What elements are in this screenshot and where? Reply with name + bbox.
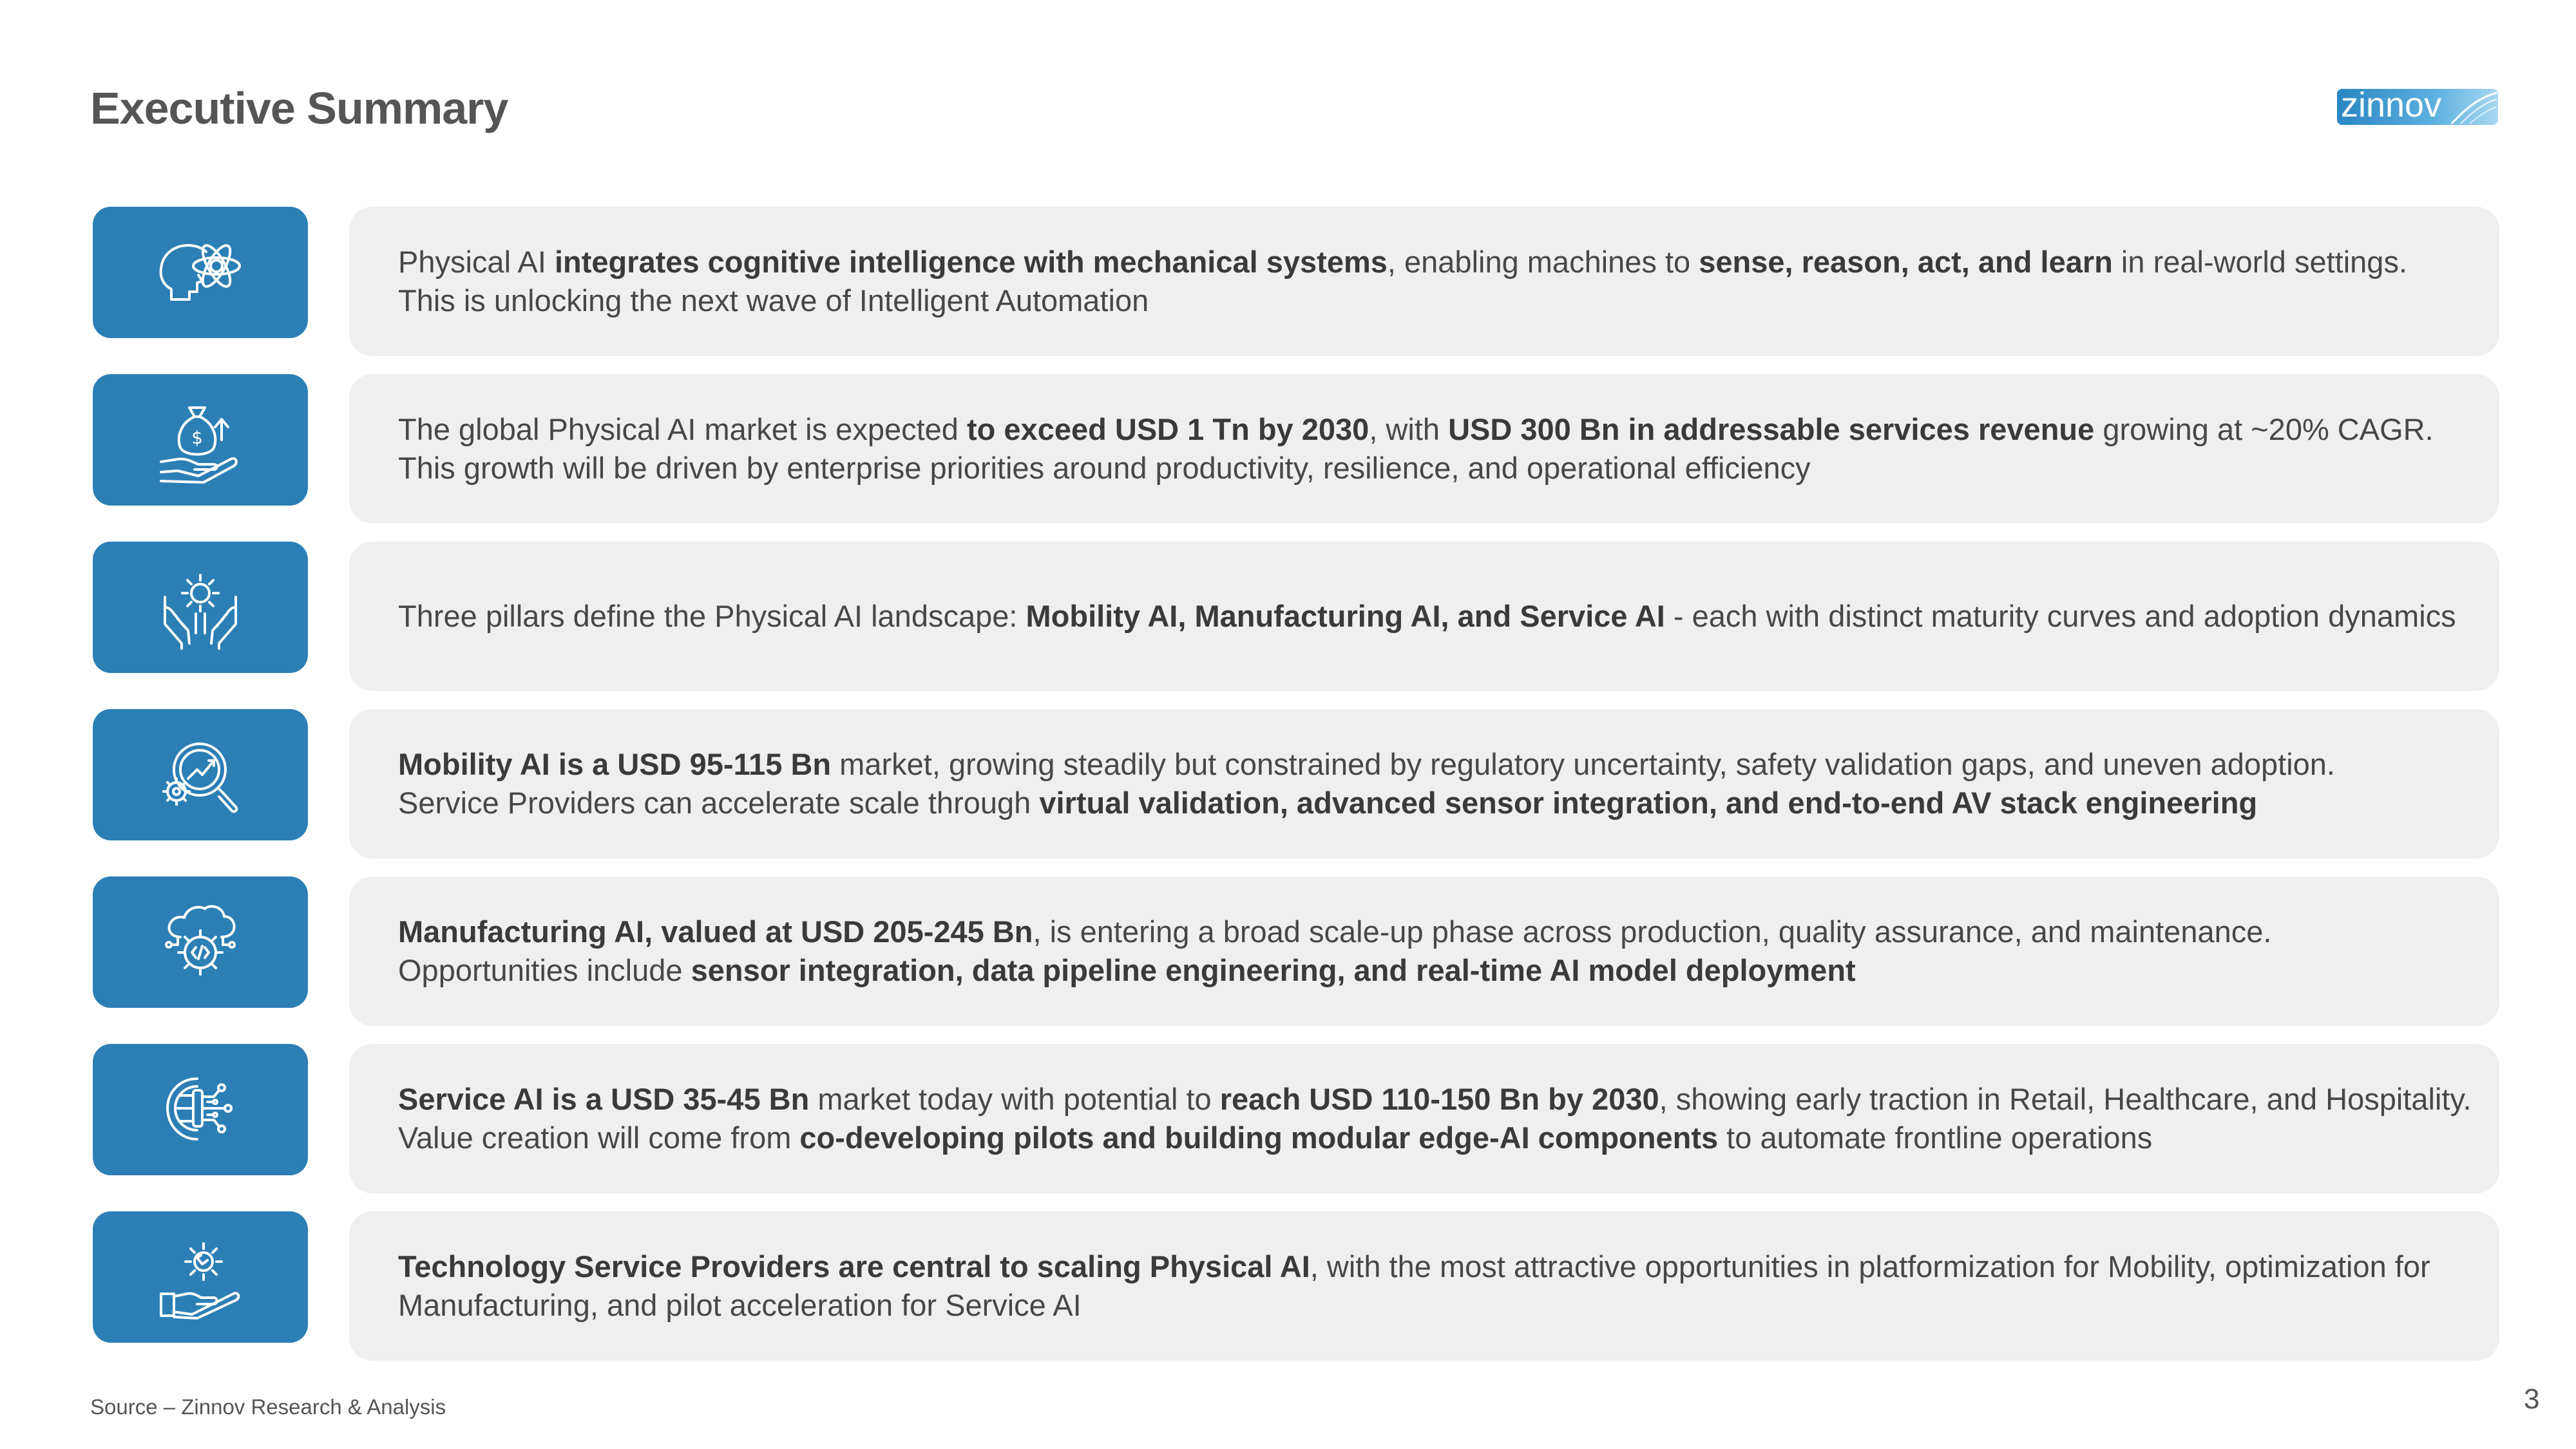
bold-text: sensor integration, data pipeline engineering, and real-time AI model deployment — [691, 953, 1856, 987]
text-segment: Value creation will come from — [398, 1121, 800, 1155]
text-segment: market today with potential to — [809, 1082, 1220, 1116]
summary-text-panel — [349, 207, 2499, 356]
summary-text-panel — [349, 374, 2499, 524]
summary-line — [398, 913, 2499, 951]
summary-line — [398, 449, 2499, 488]
summary-row — [90, 1044, 2499, 1193]
text-segment: , is entering a broad scale-up phase across production, quality assurance, and maintenance. — [1033, 914, 2272, 949]
text-segment: , enabling machines to — [1387, 245, 1699, 279]
text-segment: growing at ~20% CAGR. — [2094, 412, 2434, 446]
bold-text: co-developing pilots and building modular edge-AI components — [799, 1121, 1719, 1155]
summary-row — [90, 207, 2499, 356]
text-segment: Physical AI — [398, 245, 555, 279]
bold-text: Mobility AI, Manufacturing AI, and Service AI — [1026, 599, 1665, 633]
bold-text: sense, reason, act, and learn — [1699, 245, 2113, 279]
summary-line — [398, 1080, 2499, 1119]
summary-text-panel — [349, 1211, 2499, 1361]
summary-text-panel — [349, 542, 2499, 691]
text-segment: Service Providers can accelerate scale through — [398, 786, 1040, 820]
bold-text: Technology Service Providers are central to scaling Physical AI — [398, 1249, 1310, 1283]
summary-line — [398, 1286, 2499, 1325]
summary-line — [398, 951, 2499, 990]
text-segment: to automate frontline operations — [1718, 1121, 2153, 1155]
summary-row — [90, 374, 2499, 524]
text-segment: This growth will be driven by enterprise priorities around productivity, resilience, and operational efficiency — [398, 451, 1811, 485]
summary-line — [398, 784, 2499, 822]
page-title: Executive Summary — [90, 83, 508, 133]
summary-line — [398, 597, 2499, 636]
summary-line — [398, 243, 2499, 281]
brain-atom-icon — [93, 207, 308, 338]
summary-text-panel — [349, 709, 2499, 858]
summary-line — [398, 1119, 2499, 1157]
svg-text:$: $ — [191, 427, 203, 448]
bold-text: integrates cognitive intelligence with mechanical systems — [554, 245, 1388, 279]
cloud-gear-code-icon — [93, 876, 308, 1008]
bold-text: to exceed USD 1 Tn by 2030 — [967, 412, 1369, 446]
bold-text: virtual validation, advanced sensor integration, and end-to-end AV stack engineering — [1039, 786, 2258, 820]
zinnov-logo — [2337, 89, 2498, 125]
summary-line — [398, 410, 2499, 449]
summary-row — [90, 542, 2499, 691]
bold-text: USD 300 Bn in addressable services revenue — [1448, 412, 2095, 446]
robot-hand-circuit-icon — [93, 1044, 308, 1175]
text-segment: The global Physical AI market is expected — [398, 412, 967, 446]
summary-line — [398, 745, 2499, 784]
text-segment: , with — [1369, 412, 1449, 446]
summary-row — [90, 709, 2499, 858]
text-segment: Three pillars define the Physical AI landscape: — [398, 599, 1026, 633]
logo-text: zinnov — [2341, 89, 2442, 124]
text-segment: This is unlocking the next wave of Intelligent Automation — [398, 283, 1149, 317]
summary-line — [398, 281, 2499, 320]
bold-text: Manufacturing AI, valued at USD 205-245 Bn — [398, 914, 1033, 949]
text-segment: Opportunities include — [398, 953, 691, 987]
bold-text: Mobility AI is a USD 95-115 Bn — [398, 747, 832, 781]
text-segment: in real-world settings. — [2112, 245, 2408, 279]
swoosh-icon — [2447, 89, 2498, 125]
text-segment: , with the most attractive opportunities in platformization for Mobility, optimization for — [1310, 1249, 2430, 1283]
hands-gear-icon — [93, 542, 308, 673]
text-segment: , showing early traction in Retail, Healthcare, and Hospitality. — [1659, 1082, 2472, 1116]
text-segment: Manufacturing, and pilot acceleration for Service AI — [398, 1288, 1082, 1322]
summary-row — [90, 876, 2499, 1026]
magnifier-analytics-icon — [93, 709, 308, 840]
text-segment: - each with distinct maturity curves and adoption dynamics — [1665, 599, 2456, 633]
bold-text: Service AI is a USD 35-45 Bn — [398, 1082, 810, 1116]
summary-text-panel — [349, 1044, 2499, 1193]
summary-text-panel — [349, 876, 2499, 1026]
hand-gear-icon — [93, 1211, 308, 1343]
bold-text: reach USD 110-150 Bn by 2030 — [1219, 1082, 1659, 1116]
money-bag-growth-icon — [93, 374, 308, 506]
summary-line — [398, 1247, 2499, 1286]
source-note: Source – Zinnov Research & Analysis — [90, 1395, 446, 1419]
text-segment: market, growing steadily but constrained by regulatory uncertainty, safety validation gaps, and uneven adoption. — [831, 747, 2335, 781]
summary-row — [90, 1211, 2499, 1361]
page-number: 3 — [2524, 1383, 2540, 1415]
